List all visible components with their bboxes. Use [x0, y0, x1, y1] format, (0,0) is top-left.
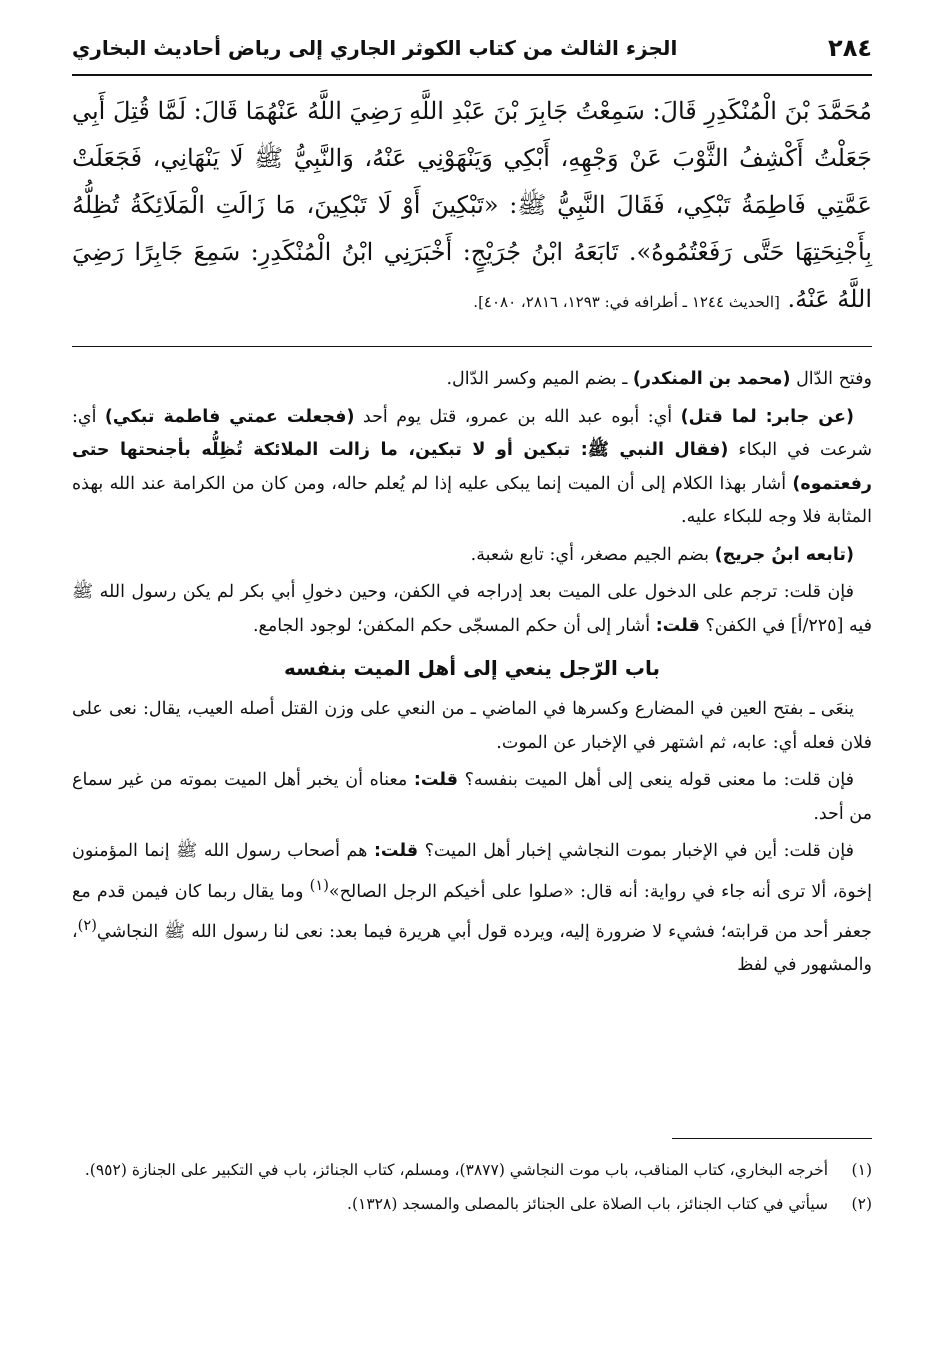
quoted-term: (محمد بن المنكدر): [632, 369, 791, 389]
text-run: معناه أن يخبر أهل الميت بموته من غير سماع من أحد.: [72, 770, 872, 824]
footnote-separator: [672, 1138, 872, 1139]
footnote-item: [72, 1189, 872, 1219]
footnote-item: [72, 1155, 872, 1185]
quoted-term: (فجعلت عمتي فاطمة تبكي): [104, 406, 355, 427]
commentary: [72, 363, 872, 987]
commentary-paragraph: [72, 539, 872, 573]
text-run: فإن قلت: ما معنى قوله ينعى إلى أهل الميت بنفسه؟: [458, 770, 854, 790]
quoted-term: (تابعه ابنُ جريج): [714, 544, 854, 565]
text-run: أي: أبوه عبد الله بن عمرو، قتل يوم أحد: [354, 406, 681, 427]
commentary-paragraph: [72, 693, 872, 760]
footnote-text: أخرجه البخاري، كتاب المناقب، باب موت النجاشي (٣٨٧٧)، ومسلم، كتاب الجنائز، باب في التكبير على الجنازة (٩٥٢).: [84, 1161, 828, 1179]
running-header: [72, 28, 872, 68]
text-run: بضم الجيم مصغر، أي: تابع شعبة.: [470, 544, 715, 565]
quoted-term: (فقال النبي ﷺ: تبكين أو لا تبكين، ما زالت الملائكة تُظِلُّه بأجنحتها حتى رفعتموه): [72, 440, 872, 494]
hadith-text: [72, 88, 872, 326]
text-run: فإن قلت: أين في الإخبار بموت النجاشي إخبار أهل الميت؟: [418, 841, 854, 861]
text-run: أشار إلى أن حكم المسجّى حكم المكفن؛ لوجود الجامع.: [252, 615, 656, 636]
footnote-marker[interactable]: (١): [309, 876, 329, 894]
commentary-paragraph: [72, 401, 872, 535]
footnote-marker[interactable]: (٢): [77, 916, 97, 934]
commentary-paragraph: [72, 764, 872, 831]
answer-label: قلت:: [655, 615, 700, 636]
text-run: هم أصحاب رسول الله ﷺ إنما المؤمنون إخوة، ألا ترى أنه جاء في رواية: أنه قال: «صلوا على أخيكم الرجل الصالح»: [72, 841, 872, 902]
text-run: ينعَى ـ بفتح العين في المضارع وكسرها في الماضي ـ من النعي على وزن القتل أصله العيب، يقال: نعى على فلان فعله أي: عابه، ثم اشتهر في الإخبار عن الموت.: [72, 699, 872, 753]
text-run: أشار بهذا الكلام إلى أن الميت إنما يبكى عليه إذا لم يُعلم حاله، ومن كان من الكرامة عند الله بهذه المثابة فلا وجه للبكاء عليه.: [72, 473, 872, 527]
quoted-term: (عن جابر: لما قتل): [680, 406, 854, 427]
commentary-paragraph: [72, 576, 872, 643]
footnote-number: (٢): [851, 1195, 872, 1213]
text-run: ـ بضم الميم وكسر الدّال.: [446, 369, 633, 389]
text-run: ، والمشهور في لفظ: [72, 921, 872, 976]
chapter-heading: باب الرّجل ينعي إلى أهل الميت بنفسه: [284, 656, 660, 680]
answer-label: قلت:: [413, 770, 458, 790]
text-run: وفتح الدّال: [790, 369, 872, 389]
hadith-body: مُحَمَّدَ بْنَ الْمُنْكَدِرِ قَالَ: سَمِعْتُ جَابِرَ بْنَ عَبْدِ اللَّهِ رَضِيَ اللَّهُ عَنْهُمَا قَالَ: لَمَّا قُتِلَ أَبِي جَعَلْتُ أَكْشِفُ الثَّوْبَ عَنْ وَجْهِهِ، أَبْكِي وَيَنْهَوْنِي عَنْهُ، وَالنَّبِيُّ ﷺ لَا يَنْهَانِي، فَجَعَلَتْ عَمَّتِي فَاطِمَةُ تَبْكِي، فَقَالَ النَّبِيُّ ﷺ: «تَبْكِينَ أَوْ لَا تَبْكِينَ، مَا زَالَتِ الْمَلَائِكَةُ تُظِلُّهُ بِأَجْنِحَتِهَا حَتَّى رَفَعْتُمُوهُ». تَابَعَهُ ابْنُ جُرَيْجٍ: أَخْبَرَنِي ابْنُ الْمُنْكَدِرِ: سَمِعَ جَابِرًا رَضِيَ اللَّهُ عَنْهُ.: [72, 97, 873, 313]
text-run: وما يقال ربما كان فيمن قدم مع جعفر أحد من قرابته؛ فشيء لا ضرورة إليه، ويرده قول أبي هريرة فيما بعد: نعى لنا رسول الله ﷺ النجاشي: [72, 881, 872, 942]
footnote-text: سيأتي في كتاب الجنائز، باب الصلاة على الجنائز بالمصلى والمسجد (١٣٢٨).: [347, 1195, 828, 1213]
header-rule: [72, 74, 872, 76]
commentary-paragraph: [72, 363, 872, 397]
text-run: أي: شرعت في البكاء: [72, 406, 872, 460]
section-divider: [72, 346, 872, 347]
hadith-reference: [الحديث ١٢٤٤ ـ أطرافه في: ١٢٩٣، ٢٨١٦، ٤٠٨٠].: [473, 293, 780, 311]
page-number: ٢٨٤: [828, 34, 872, 62]
text-run: فإن قلت: ترجم على الدخول على الميت بعد إدراجه في الكفن، وحين دخولِ أبي بكر لم يكن رسول الله ﷺ فيه [٢٢٥/أ] في الكفن؟: [72, 582, 872, 636]
footnotes: [72, 1155, 872, 1223]
commentary-paragraph: [72, 835, 872, 983]
answer-label: قلت:: [373, 841, 419, 861]
footnote-number: (١): [851, 1161, 872, 1179]
running-title: الجزء الثالث من كتاب الكوثر الجاري إلى رياض أحاديث البخاري: [72, 36, 678, 60]
